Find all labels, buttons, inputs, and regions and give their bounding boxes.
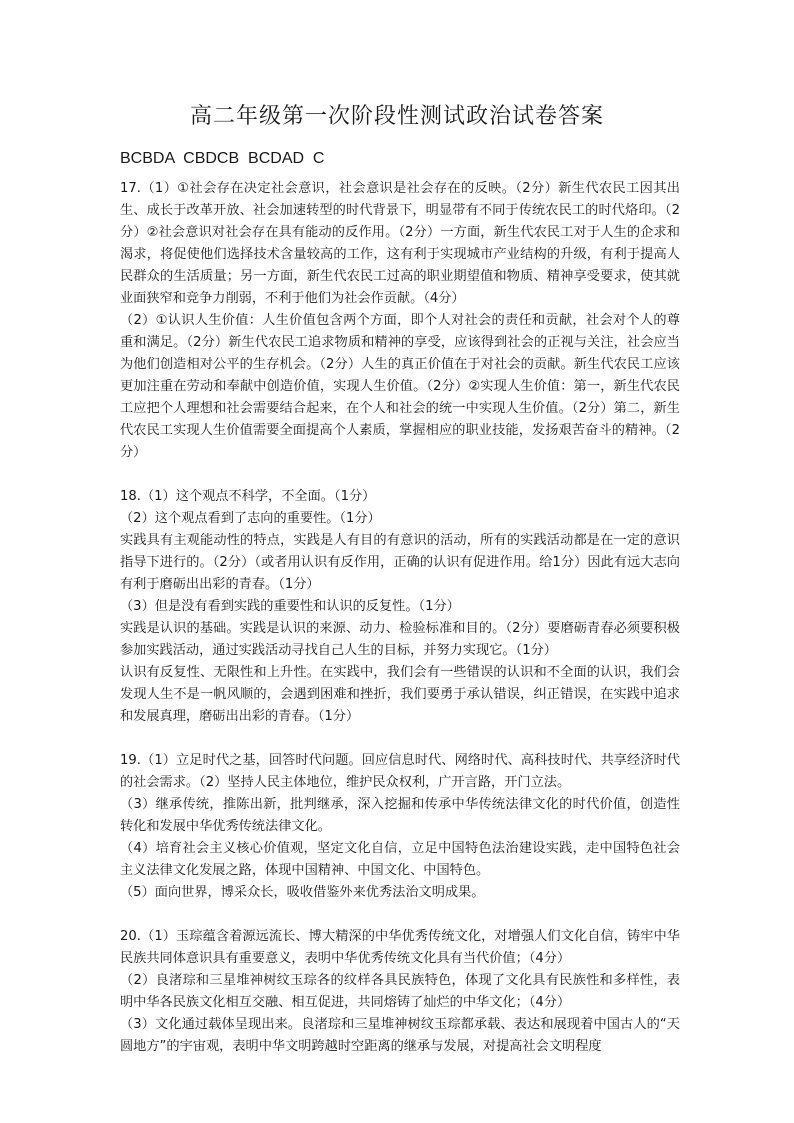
section-gap xyxy=(120,904,680,926)
q18-line-3: 实践具有主观能动性的特点，实践是人有目的有意识的活动，所有的实践活动都是在一定的意识指导下进行的。（2分）（或者用认识有反作用，正确的认识有促进作用。给1分）因此有远大志向有利于磨砺出出彩的青春。（1分） xyxy=(120,533,680,592)
q18-line-4: （3）但是没有看到实践的重要性和认识的反复性。（1分） xyxy=(120,599,460,614)
answer-q19 xyxy=(120,750,680,904)
q18-line-1: 18.（1）这个观点不科学，不全面。（1分） xyxy=(120,489,376,504)
answer-q17 xyxy=(120,178,680,464)
q20-line-1: 20.（1）玉琮蕴含着源远流长、博大精深的中华优秀传统文化，对增强人们文化自信，铸牢中华民族共同体意识具有重要意义，表明中华优秀传统文化具有当代价值；（4分） xyxy=(120,929,680,966)
section-gap xyxy=(120,728,680,750)
q17-part-1: 17.（1）①社会存在决定社会意识，社会意识是社会存在的反映。（2分）新生代农民工因其出生、成长于改革开放、社会加速转型的时代背景下，明显带有不同于传统农民工的时代烙印。（2分）②社会意识对社会存在具有能动的反作用。（2分）一方面，新生代农民工对于人生的企求和渴求，将促使他们选择技术含量较高的工作，这有利于实现城市产业结构的升级，有利于提高人民群众的生活质量；另一方面，新生代农民工过高的职业期望值和物质、精神享受要求，使其就业面狭窄和竞争力削弱，不利于他们为社会作贡献。（4分） xyxy=(120,181,680,306)
q19-line-1: 19.（1）立足时代之基，回答时代问题。回应信息时代、网络时代、高科技时代、共享经济时代的社会需求。（2）坚持人民主体地位，维护民众权利，广开言路，开门立法。 xyxy=(120,753,680,790)
q17-part-2: （2）①认识人生价值：人生价值包含两个方面，即个人对社会的责任和贡献，社会对个人的尊重和满足。（2分）新生代农民工追求物质和精神的享受，应该得到社会的正视与关注，社会应当为他们创造相对公平的生存机会。（2分）人生的真正价值在于对社会的贡献。新生代农民工应该更加注重在劳动和奉献中创造价值，实现人生价值。（2分）②实现人生价值：第一，新生代农民工应把个人理想和社会需要结合起来，在个人和社会的统一中实现人生价值。（2分）第二，新生代农民工实现人生价值需要全面提高个人素质，掌握相应的职业技能，发扬艰苦奋斗的精神。（2分） xyxy=(120,313,680,460)
q19-line-3: （4）培育社会主义核心价值观，坚定文化自信，立足中国特色法治建设实践，走中国特色社会主义法律文化发展之路，体现中国精神、中国文化、中国特色。 xyxy=(120,841,680,878)
answer-q18 xyxy=(120,486,680,728)
q18-line-5: 实践是认识的基础。实践是认识的来源、动力、检验标准和目的。（2分）要磨砺青春必须要积极参加实践活动，通过实践活动寻找自己人生的目标，并努力实现它。（1分） xyxy=(120,621,680,658)
multiple-choice-answers: BCBDA CBDCB BCDAD C xyxy=(120,150,325,167)
q19-line-2: （3）继承传统，推陈出新，批判继承，深入挖掘和传承中华传统法律文化的时代价值，创造性转化和发展中华优秀传统法律文化。 xyxy=(120,797,680,834)
section-gap xyxy=(120,464,680,486)
q20-line-2: （2）良渚琮和三星堆神树纹玉琮各的纹样各具民族特色，体现了文化具有民族性和多样性，表明中华各民族文化相互交融、相互促进，共同熔铸了灿烂的中华文化；（4分） xyxy=(120,973,680,1010)
answer-body xyxy=(120,178,680,1058)
answer-q20 xyxy=(120,926,680,1058)
q18-line-2: （2）这个观点看到了志向的重要性。（1分） xyxy=(120,511,381,526)
q18-line-6: 认识有反复性、无限性和上升性。在实践中，我们会有一些错误的认识和不全面的认识，我们会发现人生不是一帆风顺的，会遇到困难和挫折，我们要勇于承认错误，纠正错误，在实践中追求和发展真理，磨砺出出彩的青春。（1分） xyxy=(120,665,680,724)
q20-line-3: （3）文化通过载体呈现出来。良渚琮和三星堆神树纹玉琮都承载、表达和展现着中国古人的“天圆地方”的宇宙观，表明中华文明跨越时空距离的继承与发展，对提高社会文明程度 xyxy=(120,1017,680,1054)
q19-line-4: （5）面向世界，博采众长，吸收借鉴外来优秀法治文明成果。 xyxy=(120,885,485,900)
page-title: 高二年级第一次阶段性测试政治试卷答案 xyxy=(189,104,604,129)
